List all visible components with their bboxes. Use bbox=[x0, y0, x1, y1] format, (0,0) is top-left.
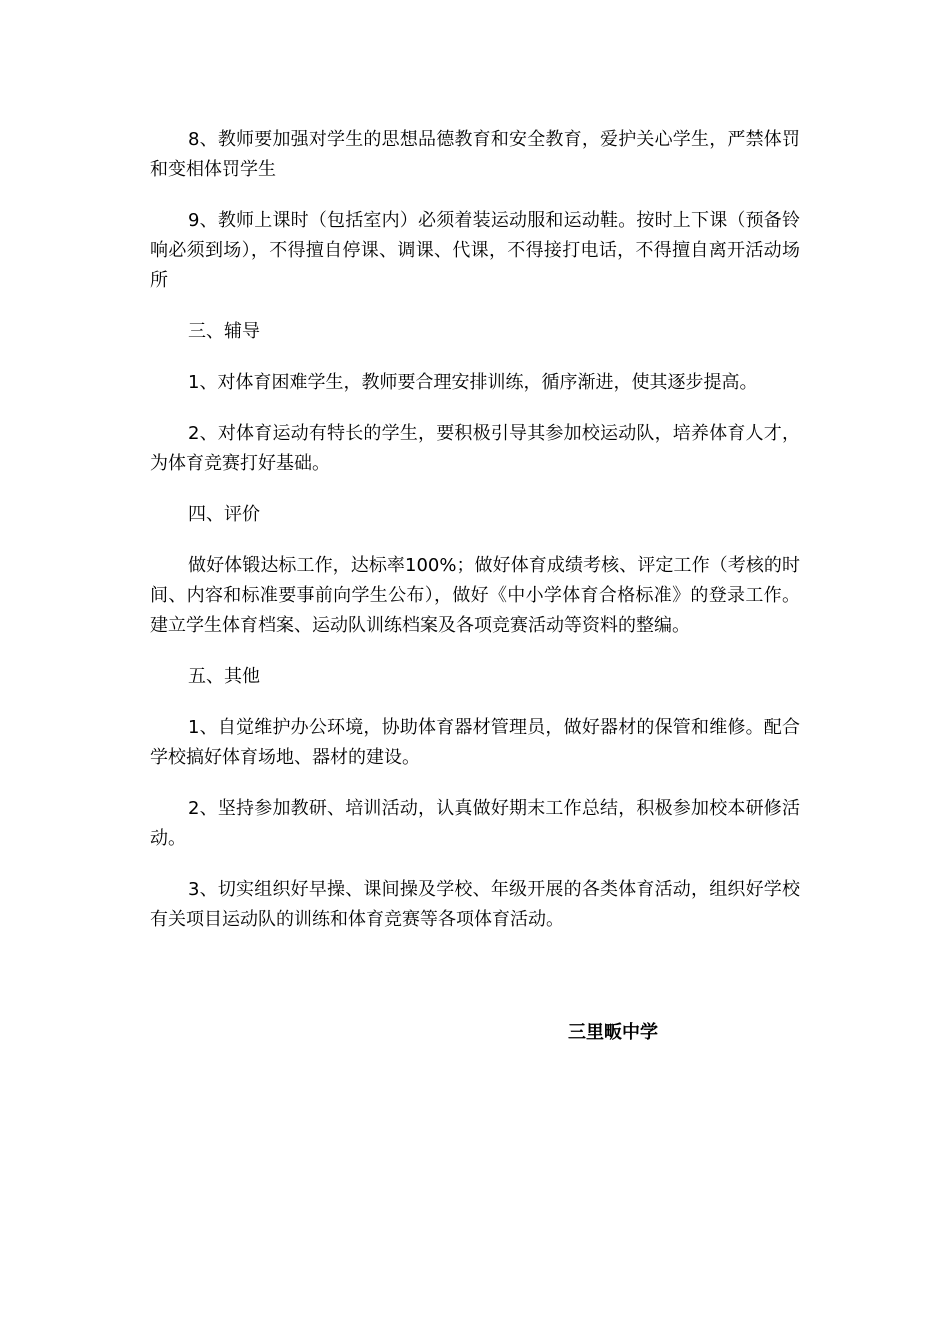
document-body bbox=[150, 125, 800, 956]
section-heading-other: 五、其他 bbox=[188, 666, 260, 687]
paragraph-evaluation: 做好体锻达标工作，达标率100%；做好体育成绩考核、评定工作（考核的时间、内容和标准要事前向学生公布），做好《中小学体育合格标准》的登录工作。建立学生体育档案、运动队训练档案及各项竞赛活动等资料的整编。 bbox=[150, 555, 800, 636]
paragraph-item-8: 8、教师要加强对学生的思想品德教育和安全教育，爱护关心学生，严禁体罚和变相体罚学生 bbox=[150, 129, 800, 180]
paragraph-item-9: 9、教师上课时（包括室内）必须着装运动服和运动鞋。按时上下课（预备铃响必须到场），不得擅自停课、调课、代课，不得接打电话，不得擅自离开活动场所 bbox=[150, 210, 800, 291]
signature-school-name: 三里畈中学 bbox=[568, 1022, 658, 1043]
paragraph-other-1: 1、自觉维护办公环境，协助体育器材管理员，做好器材的保管和维修。配合学校搞好体育场地、器材的建设。 bbox=[150, 717, 800, 768]
section-heading-guidance: 三、辅导 bbox=[188, 321, 260, 342]
paragraph-guidance-2: 2、对体育运动有特长的学生，要积极引导其参加校运动队，培养体育人才，为体育竞赛打好基础。 bbox=[150, 423, 800, 474]
paragraph-guidance-1: 1、对体育困难学生，教师要合理安排训练，循序渐进，使其逐步提高。 bbox=[188, 372, 758, 393]
section-heading-evaluation: 四、评价 bbox=[188, 504, 260, 525]
paragraph-other-3: 3、切实组织好早操、课间操及学校、年级开展的各类体育活动，组织好学校有关项目运动队的训练和体育竞赛等各项体育活动。 bbox=[150, 879, 800, 930]
paragraph-other-2: 2、坚持参加教研、培训活动，认真做好期末工作总结，积极参加校本研修活动。 bbox=[150, 798, 800, 849]
